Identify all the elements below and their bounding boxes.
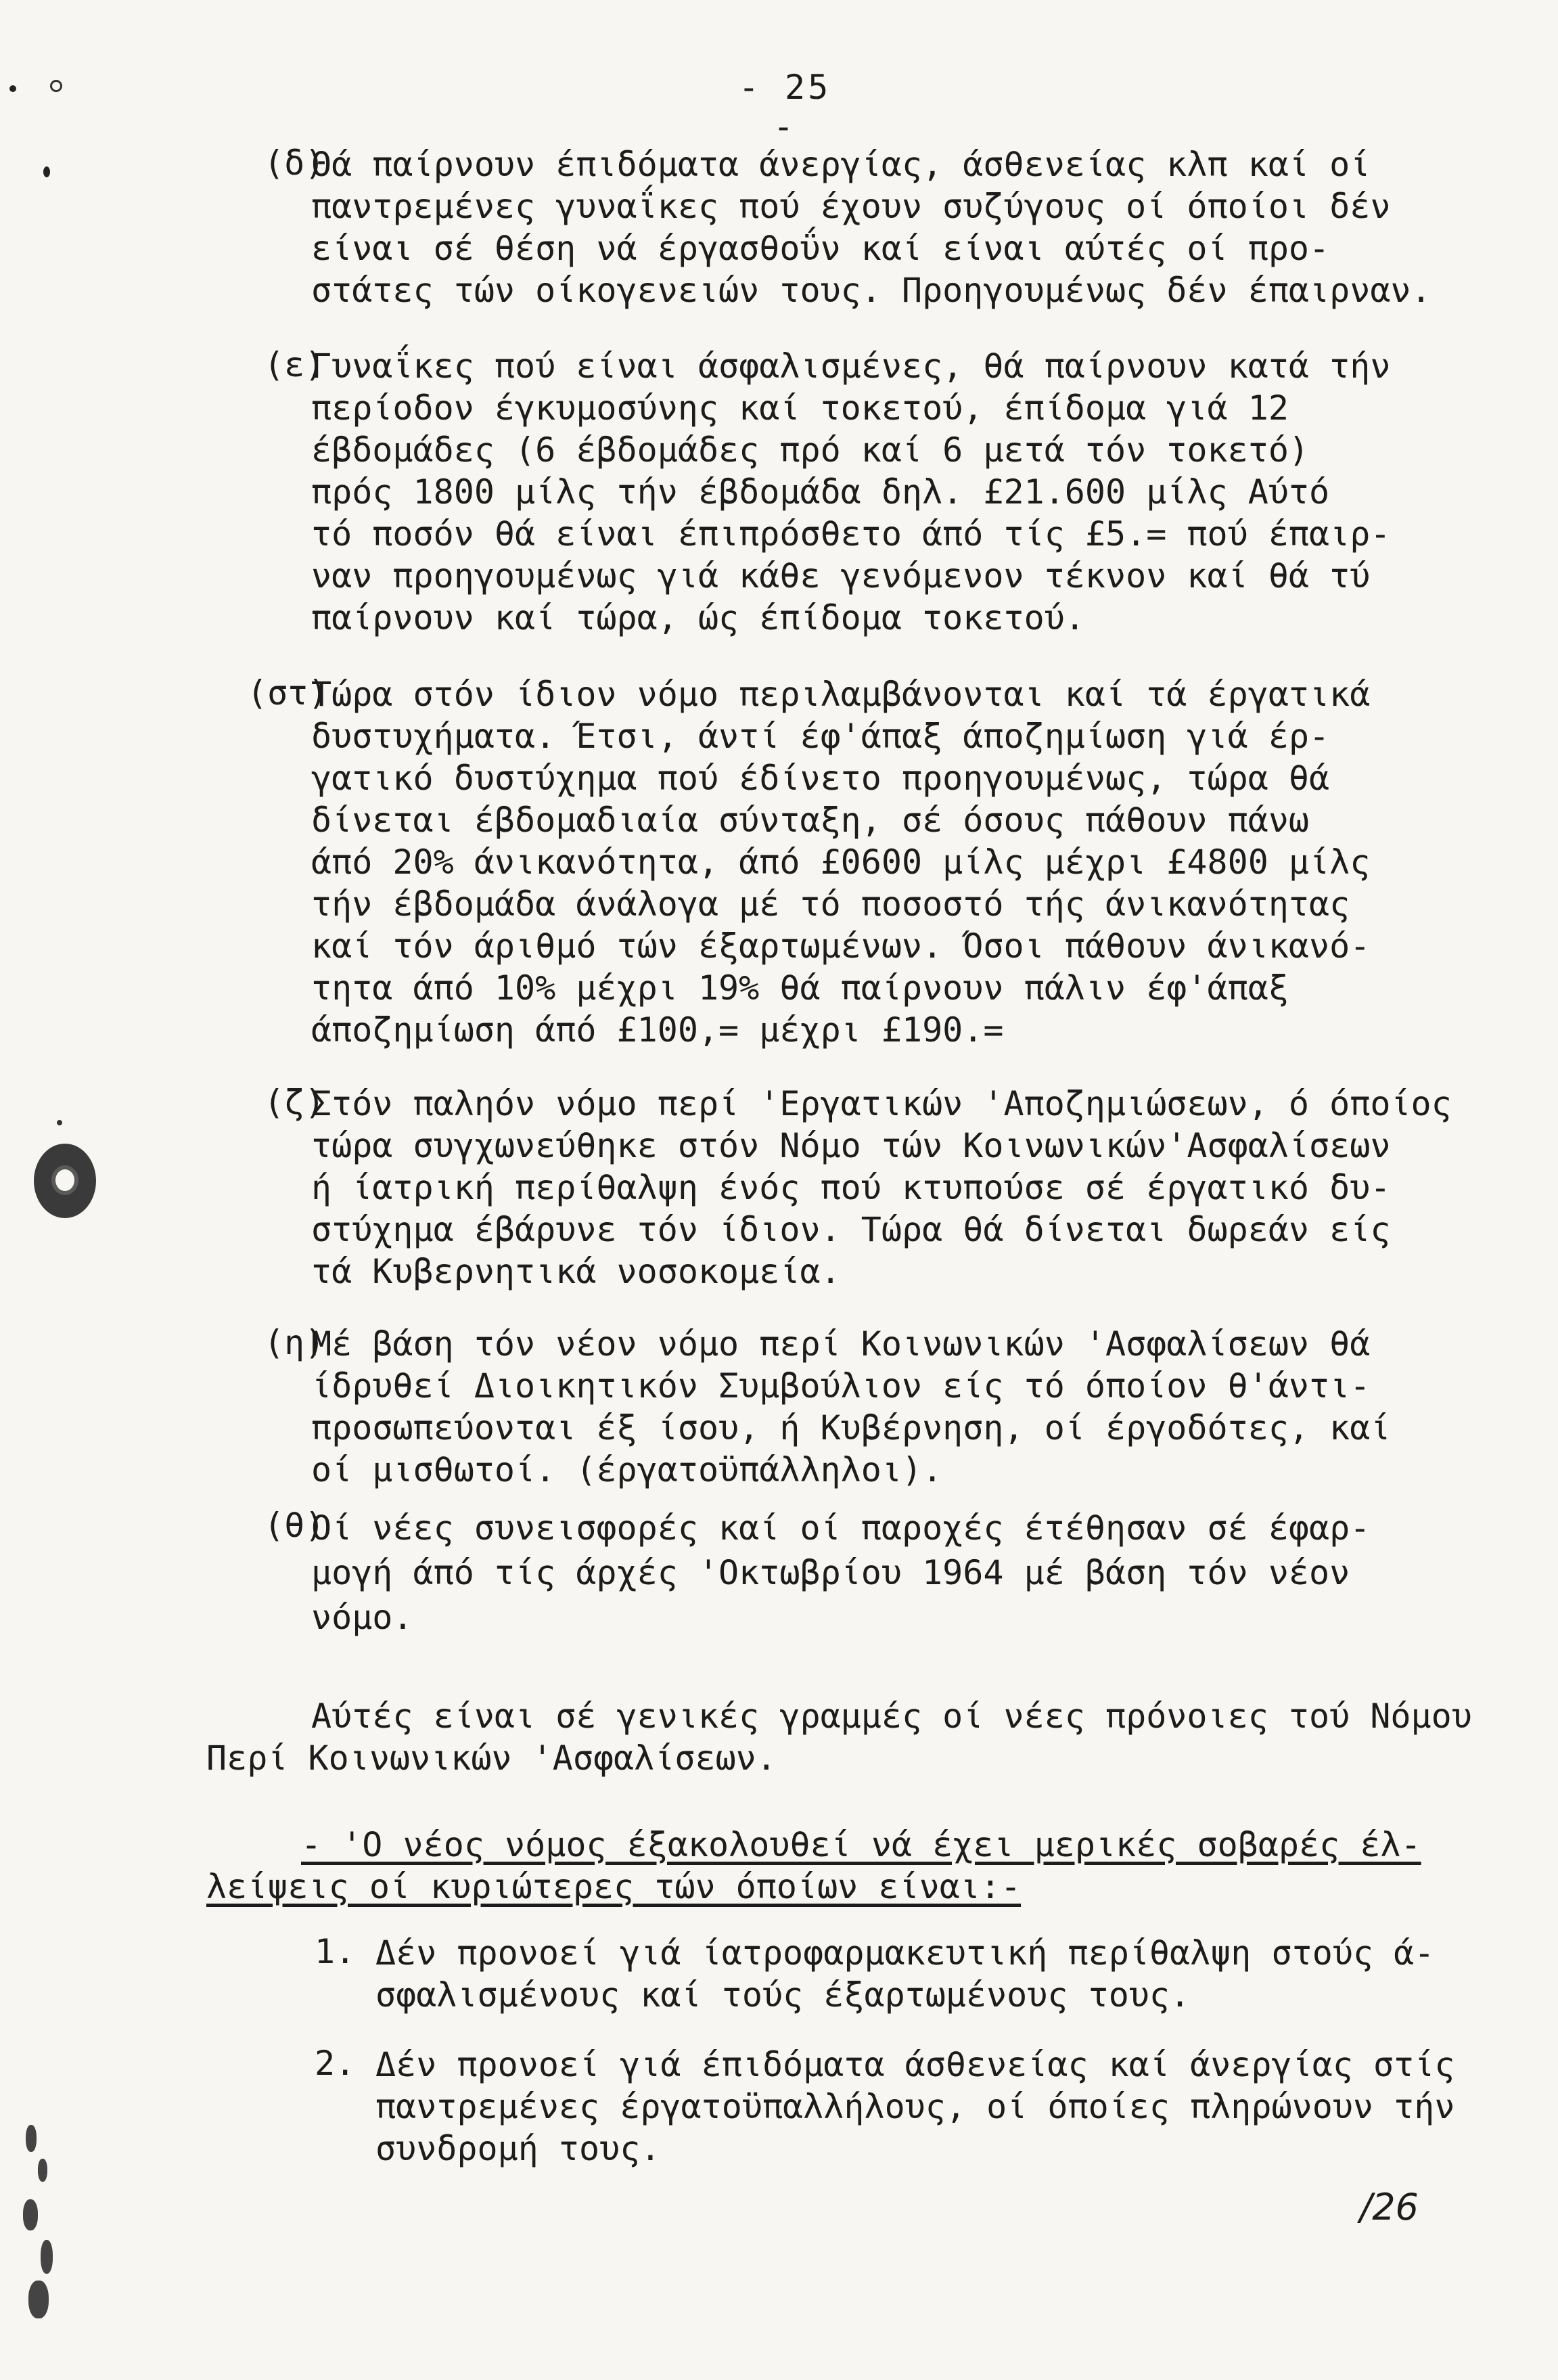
item-text: Θά παίρνουν έπιδόματα άνεργίας, άσθενείας κλπ καί οί παντρεμένες γυναΐκες πού έχουν συζύγους οί όποίοι δέν είναι σέ θέση νά έργασθοΰν καί είναι αύτές οί προ- στάτες τών οίκογενειών τους. Προηγουμένως δέν έπαιρναν.	[311, 145, 1431, 310]
item-text: Μέ βάση τόν νέον νόμο περί Κοινωνικών 'Ασφαλίσεων θά ίδρυθεί Διοικητικόν Συμβούλιον είς τό όποίον θ'άντι- προσωπεύονται έξ ίσου, ή Κυβέρνηση, οί έργοδότες, καί οί μισθωτοί. (έργατοϋπάλληλοι).	[311, 1324, 1391, 1489]
page-number: - 25 -	[738, 68, 831, 146]
item-letter: (ζ)	[264, 1083, 325, 1122]
scan-speck	[50, 80, 62, 92]
scan-speck	[9, 85, 16, 92]
section-heading: - 'Ο νέος νόμος έξακολουθεί νά έχει μερικές σοβαρές έλ- λείψεις οί κυριώτερες τών όποίων είναι:-	[206, 1825, 1421, 1906]
summary-paragraph: Αύτές είναι σέ γενικές γραμμές οί νέες πρόνοιες τού Νόμου Περί Κοινωνικών 'Ασφαλίσεων.	[206, 1697, 1472, 1778]
scan-stain	[19, 2118, 66, 2328]
scan-speck	[57, 1120, 62, 1125]
list-item-2	[315, 2044, 1492, 2170]
list-text: Δέν προνοεί γιά έπιδόματα άσθενείας καί άνεργίας στίς παντρεμένες έργατοϋπαλλήλους, οί όποίες πληρώνουν τήν συνδρομή τους.	[375, 2045, 1455, 2168]
list-number: 2.	[315, 2044, 356, 2083]
hole-punch-mark	[34, 1144, 96, 1218]
item-epsilon	[264, 345, 1502, 639]
item-delta	[264, 143, 1502, 311]
scan-speck	[43, 166, 50, 177]
item-letter: (ε)	[264, 345, 325, 384]
item-text: Γυναΐκες πού είναι άσφαλισμένες, θά παίρνουν κατά τήν περίοδον έγκυμοσύνης καί τοκετού, έπίδομα γιά 12 έβδομάδες (6 έβδομάδες πρό καί 6 μετά τόν τοκετό) πρός 1800 μίλς τήν έβδομάδα δηλ. £21.600 μίλς Αύτό τό ποσόν θά είναι έπιπρόσθετο άπό τίς £5.= πού έπαιρ- ναν προηγουμένως γιά κάθε γενόμενον τέκνον καί θά τύ παίρνουν καί τώρα, ώς έπίδομα τοκετού.	[311, 346, 1391, 637]
item-letter: (στ)	[247, 673, 329, 713]
item-letter: (η)	[264, 1323, 325, 1362]
item-letter: (θ)	[264, 1506, 325, 1545]
list-number: 1.	[315, 1932, 356, 1971]
item-theta	[264, 1506, 1502, 1640]
item-stigma	[247, 673, 1502, 1051]
item-text: Οί νέες συνεισφορές καί οί παροχές έτέθησαν σέ έφαρ- μογή άπό τίς άρχές 'Οκτωβρίου 1964 μέ βάση τόν νέον νόμο.	[311, 1508, 1371, 1637]
continuation-marker: /26	[1360, 2186, 1419, 2228]
item-letter: (δ)	[264, 143, 325, 183]
item-text: Τώρα στόν ίδιον νόμο περιλαμβάνονται καί τά έργατικά δυστυχήματα. Έτσι, άντί έφ'άπαξ άποζημίωση γιά έρ- γατικό δυστύχημα πού έδίνετο προηγουμένως, τώρα θά δίνεται έβδομαδιαία σύνταξη, σέ όσους πάθουν πάνω άπό 20% άνικανότητα, άπό £0600 μίλς μέχρι £4800 μίλς τήν έβδομάδα άνάλογα μέ τό ποσοστό τής άνικανότητας καί τόν άριθμό τών έξαρτωμένων. Όσοι πάθουν άνικανό- τητα άπό 10% μέχρι 19% θά παίρνουν πάλιν έφ'άπαξ άποζημίωση άπό £100,= μέχρι £190.=	[311, 675, 1371, 1050]
item-zeta	[264, 1083, 1502, 1293]
list-text: Δέν προνοεί γιά ίατροφαρμακευτική περίθαλψη στούς ά- σφαλισμένους καί τούς έξαρτωμένους τους.	[375, 1933, 1435, 2015]
item-text: Στόν παληόν νόμο περί 'Εργατικών 'Αποζημιώσεων, ό όποίος τώρα συγχωνεύθηκε στόν Νόμο τών Κοινωνικών'Ασφαλίσεων ή ίατρική περίθαλψη ένός πού κτυπούσε σέ έργατικό δυ- στύχημα έβάρυνε τόν ίδιον. Τώρα θά δίνεται δωρεάν είς τά Κυβερνητικά νοσοκομεία.	[311, 1084, 1452, 1291]
item-eta	[264, 1323, 1502, 1491]
list-item-1	[315, 1932, 1492, 2016]
